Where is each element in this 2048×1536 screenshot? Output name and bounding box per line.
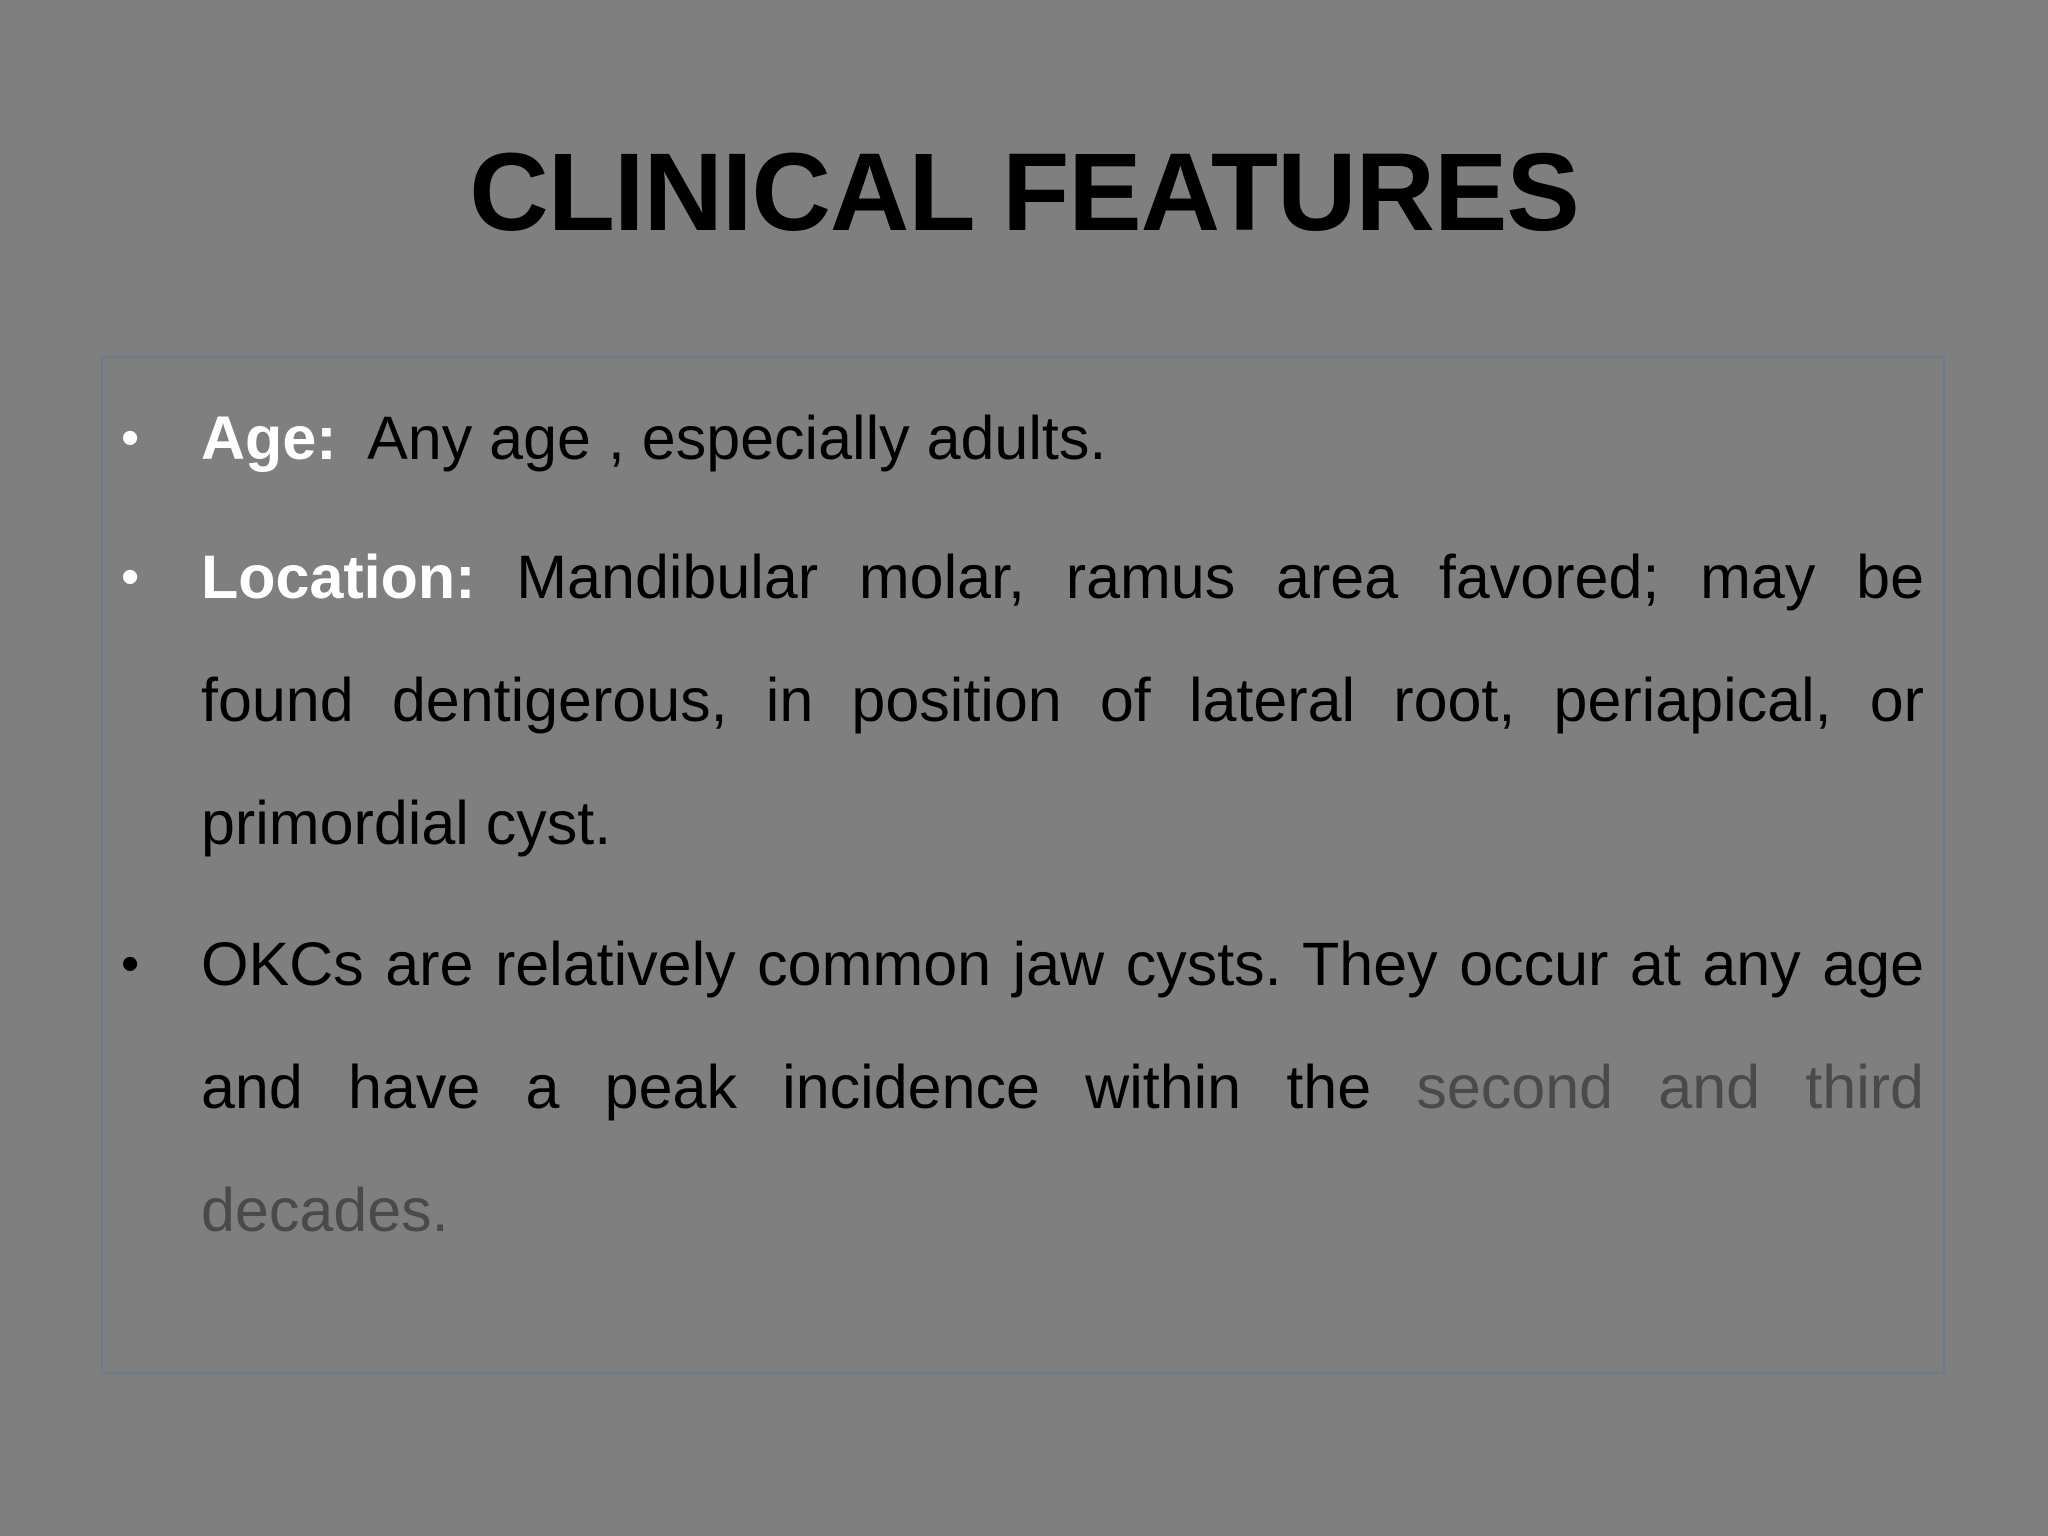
- bullet-okcs: [101, 903, 1924, 1272]
- bullet-icon: •: [121, 409, 140, 467]
- bullet-label-age: Age:: [201, 404, 337, 472]
- bullet-label-location: Location:: [201, 543, 476, 611]
- bullet-text-age: Any age , especially adults.: [367, 404, 1107, 472]
- slide-title: CLINICAL FEATURES: [469, 131, 1579, 254]
- bullet-text-location: Mandibular molar, ramus area favored; may be found dentigerous, in position of lateral root, periapical, or primordial cyst.: [201, 543, 1924, 857]
- bullet-location: [101, 516, 1924, 885]
- bullet-text-okcs-faded: second and third decades.: [201, 1053, 1924, 1244]
- bullet-text-okcs: OKCs are relatively common jaw cysts. They occur at any age and have a peak incidence within the: [201, 930, 1924, 1121]
- bullet-icon: •: [121, 935, 140, 993]
- bullet-list: [101, 390, 1924, 1290]
- bullet-age: [101, 390, 1924, 486]
- bullet-icon: •: [121, 548, 140, 606]
